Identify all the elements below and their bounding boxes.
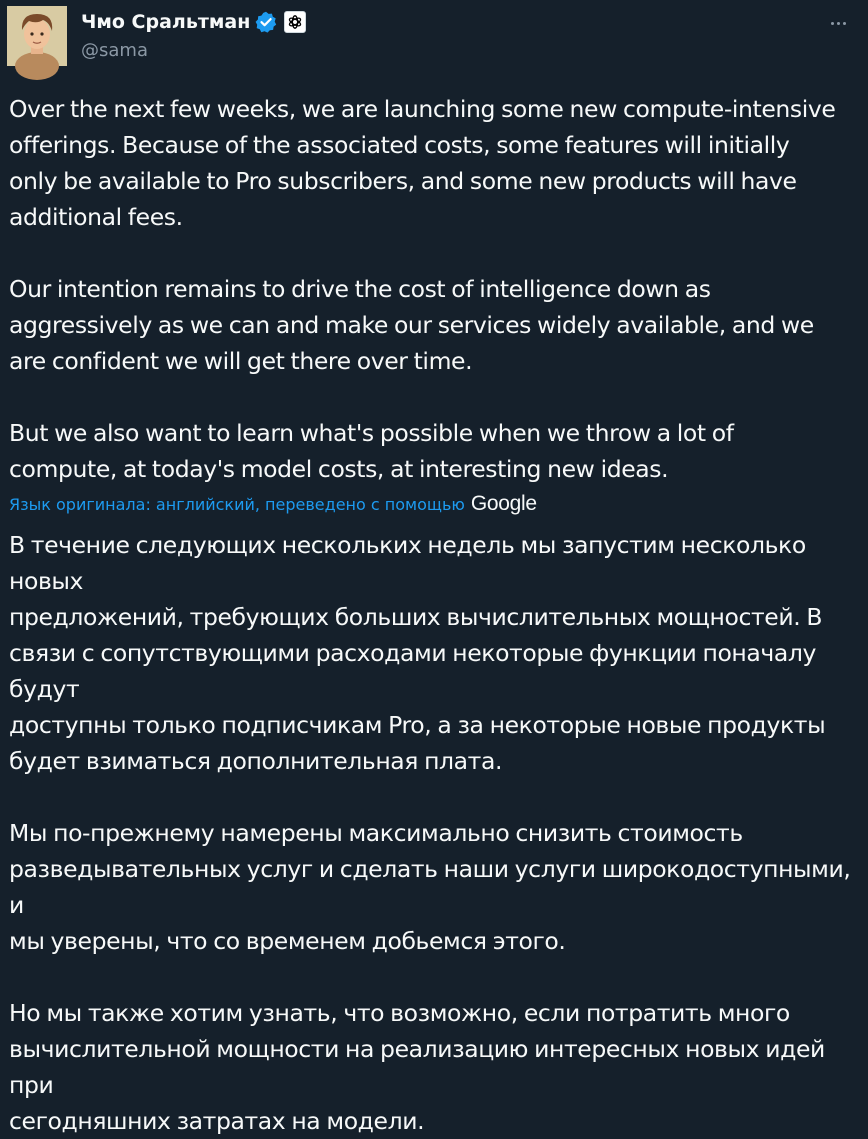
tweet-translated-text: В течение следующих нескольких недель мы запустим несколько новых предложений, требующих больших вычислительных мощностей. В связи с сопутствующими расходами некоторые функции поначалу будут доступны только подписчикам Pro, а за некоторые новые продукты будет взиматься дополнительная плата. Мы по-прежнему намерены максимально снизить стоимость разведывательных услуг и сделать наши услуги широкодоступными, и мы уверены, что со временем добьемся этого. Но мы также хотим узнать, что возможно, если потратить много вычислительной мощности на реализацию интересных новых идей при сегодняшних затратах на модели. xyxy=(9,531,851,1135)
tweet-header xyxy=(7,6,861,66)
verified-badge-icon[interactable] xyxy=(255,11,277,33)
more-dot xyxy=(837,22,840,25)
author-display-name[interactable]: Чмо Сральтман xyxy=(81,11,251,33)
google-logo: Google xyxy=(470,492,537,515)
avatar-image xyxy=(7,6,67,66)
more-dot xyxy=(843,22,846,25)
more-options-icon[interactable] xyxy=(825,10,851,36)
translation-note-text: Язык оригинала: английский, переведено с помощью xyxy=(9,494,465,514)
translation-note[interactable] xyxy=(9,490,537,518)
tweet-original-text: Over the next few weeks, we are launching some new compute-intensive offerings. Because of the associated costs, some features will initially only be available to Pro subscribers, and some new products will have additional fees. Our intention remains to drive the cost of intelligence down as aggressively as we can and make our services widely available, and we are confident we will get there over time. But we also want to learn what's possible when we throw a lot of compute, at today's model costs, at interesting new ideas. xyxy=(9,95,836,483)
avatar[interactable] xyxy=(7,6,67,66)
author-handle[interactable]: @sama xyxy=(81,40,148,61)
openai-logo-icon[interactable] xyxy=(284,11,306,33)
more-dot xyxy=(831,22,834,25)
author-name-row xyxy=(81,10,306,34)
